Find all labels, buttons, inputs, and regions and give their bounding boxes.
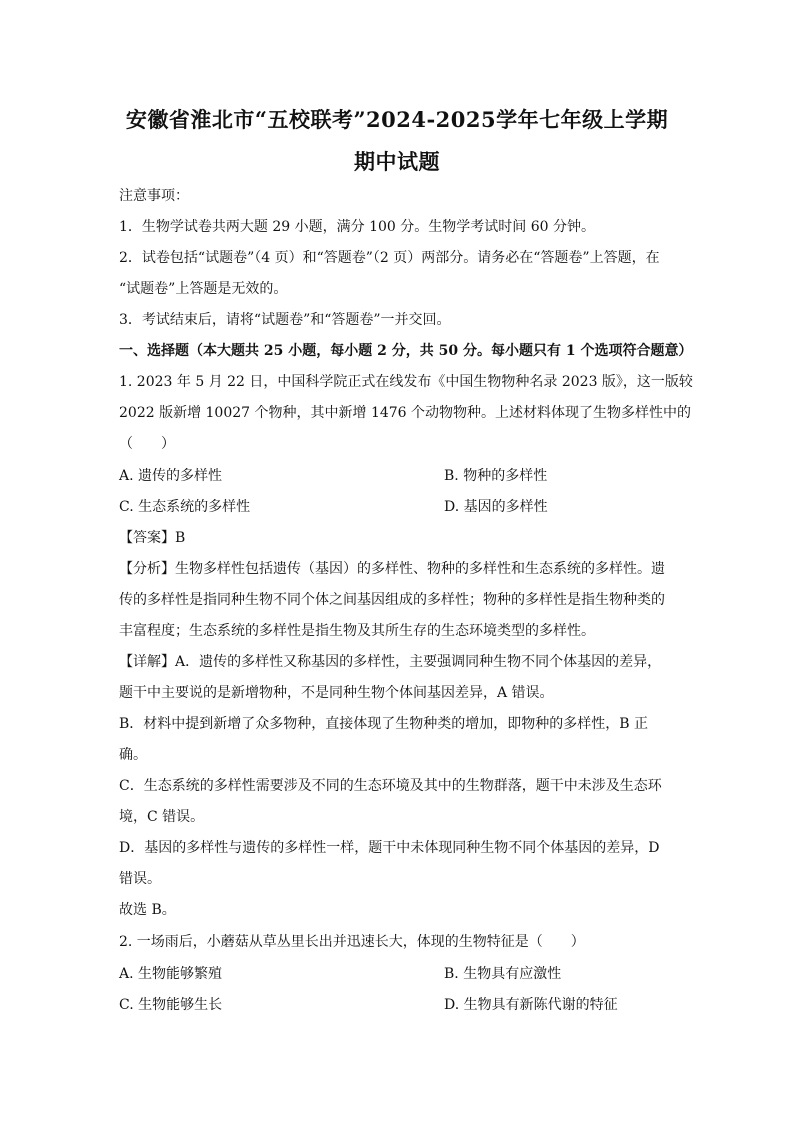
q1-detail-line: 境，C 错误。 xyxy=(119,809,205,825)
question-stem-line: 2022 版新增 10027 个物种，其中新增 1476 个动物物种。上述材料体现了生物多样性中的 xyxy=(119,405,692,421)
q2-option-b: B. 生物具有应激性 xyxy=(444,966,562,982)
q1-detail-line: 错误。 xyxy=(119,871,161,887)
question-stem-line: 2. 一场雨后，小蘑菇从草丛里长出并迅速长大，体现的生物特征是（ ） xyxy=(119,934,585,950)
notice-item: 1．生物学试卷共两大题 29 小题，满分 100 分。生物学考试时间 60 分钟。 xyxy=(119,219,595,235)
q1-answer: 【答案】B xyxy=(119,530,186,546)
notice-item: 2．试卷包括“试题卷”（4 页）和“答题卷”（2 页）两部分。请务必在“答题卷”上答题，在 xyxy=(119,250,660,266)
q1-detail-line: B．材料中提到新增了众多物种，直接体现了生物种类的增加，即物种的多样性，B 正 xyxy=(119,716,649,732)
q1-detail-line: 确。 xyxy=(119,747,147,763)
q2-option-c: C. 生物能够生长 xyxy=(119,997,223,1013)
q1-option-b: B. 物种的多样性 xyxy=(444,468,548,484)
q1-option-c: C. 生态系统的多样性 xyxy=(119,499,251,515)
section-heading: 一、选择题（本大题共 25 小题，每小题 2 分，共 50 分。每小题只有 1 个选项符合题意） xyxy=(119,343,693,359)
q2-option-a: A. 生物能够繁殖 xyxy=(119,966,223,982)
q2-option-d: D. 生物具有新陈代谢的特征 xyxy=(444,997,618,1013)
question-stem-line: 1. 2023 年 5 月 22 日，中国科学院正式在线发布《中国生物物种名录 2023 版》，这一版较 xyxy=(119,374,693,390)
q1-conclusion: 故选 B。 xyxy=(119,902,176,918)
exam-title-line2: 期中试题 xyxy=(354,149,440,174)
notice-heading: 注意事项： xyxy=(119,188,189,204)
q1-detail-line: D．基因的多样性与遗传的多样性一样，题干中未体现同种生物不同个体基因的差异，D xyxy=(119,840,660,856)
q1-option-a: A. 遗传的多样性 xyxy=(119,468,223,484)
exam-title-line1: 安徽省淮北市“五校联考”2024-2025学年七年级上学期 xyxy=(125,107,669,132)
q1-analysis-line: 传的多样性是指同种生物不同个体之间基因组成的多样性；物种的多样性是指生物种类的 xyxy=(119,592,665,608)
q1-analysis-line: 【分析】生物多样性包括遗传（基因）的多样性、物种的多样性和生态系统的多样性。遗 xyxy=(119,561,665,577)
q1-detail-line: C．生态系统的多样性需要涉及不同的生态环境及其中的生物群落，题干中未涉及生态环 xyxy=(119,778,662,794)
q1-option-d: D. 基因的多样性 xyxy=(444,499,548,515)
q1-detail-line: 【详解】A．遗传的多样性又称基因的多样性，主要强调同种生物不同个体基因的差异， xyxy=(119,654,662,670)
notice-item: 3．考试结束后，请将“试题卷”和“答题卷”一并交回。 xyxy=(119,312,451,328)
q1-detail-line: 题干中主要说的是新增物种，不是同种生物个体间基因差异，A 错误。 xyxy=(119,685,554,701)
question-stem-line: （ ） xyxy=(119,436,175,452)
notice-item: “试题卷”上答题是无效的。 xyxy=(119,281,288,297)
q1-analysis-line: 丰富程度；生态系统的多样性是指生物及其所生存的生态环境类型的多样性。 xyxy=(119,623,595,639)
